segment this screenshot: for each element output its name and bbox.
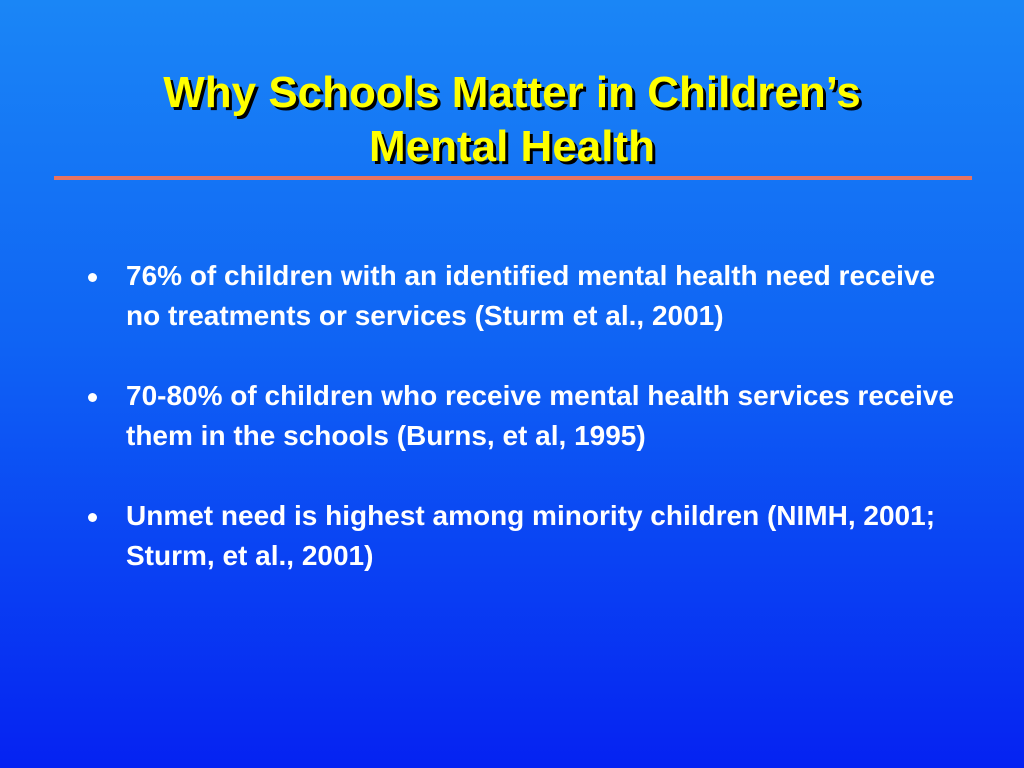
slide-title bbox=[40, 66, 984, 174]
bullet-text: Unmet need is highest among minority children (NIMH, 2001; Sturm, et al., 2001) bbox=[126, 500, 936, 571]
slide-title-line-1: Why Schools Matter in Children’s bbox=[163, 68, 861, 117]
bullet-text: 70-80% of children who receive mental health services receive them in the schools (Burns, et al, 1995) bbox=[126, 380, 954, 451]
title-divider bbox=[54, 176, 972, 180]
bullet-item bbox=[88, 256, 958, 336]
bullet-item bbox=[88, 376, 958, 456]
bullet-text: 76% of children with an identified mental health need receive no treatments or services (Sturm et al., 2001) bbox=[126, 260, 936, 331]
bullet-dot-icon bbox=[88, 393, 97, 402]
slide-title-line-2: Mental Health bbox=[368, 122, 656, 171]
bullet-dot-icon bbox=[88, 273, 97, 282]
bullet-list bbox=[88, 256, 958, 576]
bullet-item bbox=[88, 496, 958, 576]
bullet-dot-icon bbox=[88, 513, 97, 522]
